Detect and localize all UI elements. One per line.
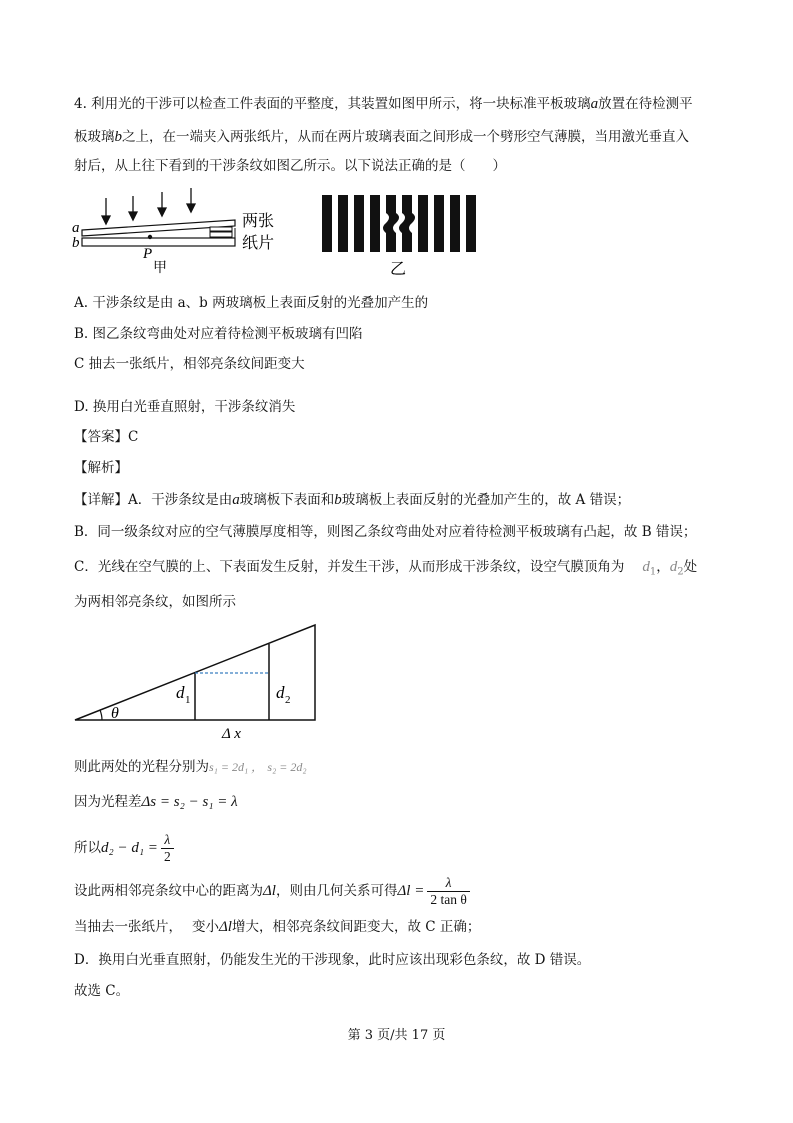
dx-label: Δ x <box>222 726 241 742</box>
detail-c-1: C．光线在空气膜的上、下表面发生反射，并发生干涉，从而形成干涉条纹，设空气膜顶角为 $d_1$，$d_2$处 <box>74 559 698 578</box>
fraction-lambda-over-2: $\frac{\lambda}{2}$ <box>161 832 174 865</box>
answer: 【答案】C <box>74 429 139 445</box>
fraction-lambda-over-2tan: $\frac{\lambda}{\text{2 tan θ}}$ <box>427 875 469 908</box>
dist-line: 设此两相邻亮条纹中心的距离为Δl，则由几何关系可得Δl = $\frac{\lambda}{\text{2 tan θ}}$ <box>74 875 470 908</box>
label-b: b <box>72 235 80 251</box>
option-b: B. 图乙条纹弯曲处对应着待检测平板玻璃有凹陷 <box>74 326 363 342</box>
var-a: a <box>590 96 599 112</box>
question-line-3: 射后，从上往下看到的干涉条纹如图乙所示。以下说法正确的是（ ） <box>74 158 506 174</box>
remove-line: 当抽去一张纸片， 变小Δl增大，相邻亮条纹间距变大，故 C 正确； <box>74 919 481 935</box>
so-line: 所以d₂ − d₁ = $\frac{\lambda}{2}$ <box>74 832 174 865</box>
paper-label-2: 纸片 <box>242 235 275 252</box>
label-a: a <box>72 220 80 236</box>
option-d: D. 换用白光垂直照射，干涉条纹消失 <box>74 399 296 415</box>
label-P: P <box>143 246 153 262</box>
detail-a: 【详解】A．干涉条纹是由a玻璃板下表面和b玻璃板上表面反射的光叠加产生的，故 A 错误； <box>74 492 631 508</box>
wedge-figure <box>70 618 322 744</box>
var-b: b <box>114 129 122 145</box>
diff-line: 因为光程差Δs = s₂ − s₁ = λ <box>74 794 238 810</box>
path-line: 则此两处的光程分别为s₁ = 2d₁ ， s₂ = 2d₂ <box>74 759 307 775</box>
d1-sub: 1 <box>185 694 191 706</box>
figure-jia <box>70 186 290 278</box>
page-footer: 第 3 页/共 17 页 <box>347 1028 446 1043</box>
detail-d: D．换用白光垂直照射，仍能发生光的干涉现象，此时应该出现彩色条纹，故 D 错误。 <box>74 952 591 968</box>
theta-label: θ <box>111 705 119 722</box>
detail-b: B．同一级条纹对应的空气薄膜厚度相等，则图乙条纹弯曲处对应着待检测平板玻璃有凸起，故 B 错误； <box>74 524 697 540</box>
caption-jia: 甲 <box>153 261 167 276</box>
detail-c-2: 为两相邻亮条纹，如图所示 <box>74 594 236 610</box>
caption-yi: 乙 <box>390 261 407 278</box>
figure-yi <box>318 192 484 278</box>
d2-sub: 2 <box>285 694 291 706</box>
analysis-heading: 【解析】 <box>74 460 128 476</box>
d2-label: d <box>276 683 285 702</box>
option-c: C 抽去一张纸片，相邻亮条纹间距变大 <box>74 356 305 372</box>
conclusion: 故选 C。 <box>74 983 130 999</box>
option-a: A. 干涉条纹是由 a、b 两玻璃板上表面反射的光叠加产生的 <box>74 295 429 311</box>
paper-label-1: 两张 <box>242 213 275 230</box>
question-line-1: 4. 利用光的干涉可以检查工件表面的平整度，其装置如图甲所示，将一块标准平板玻璃a放置在待检测平 <box>74 96 693 112</box>
d1-label: d <box>176 683 185 702</box>
question-line-2: 板玻璃b之上，在一端夹入两张纸片，从而在两片玻璃表面之间形成一个劈形空气薄膜，当用激光垂直入 <box>74 129 689 145</box>
